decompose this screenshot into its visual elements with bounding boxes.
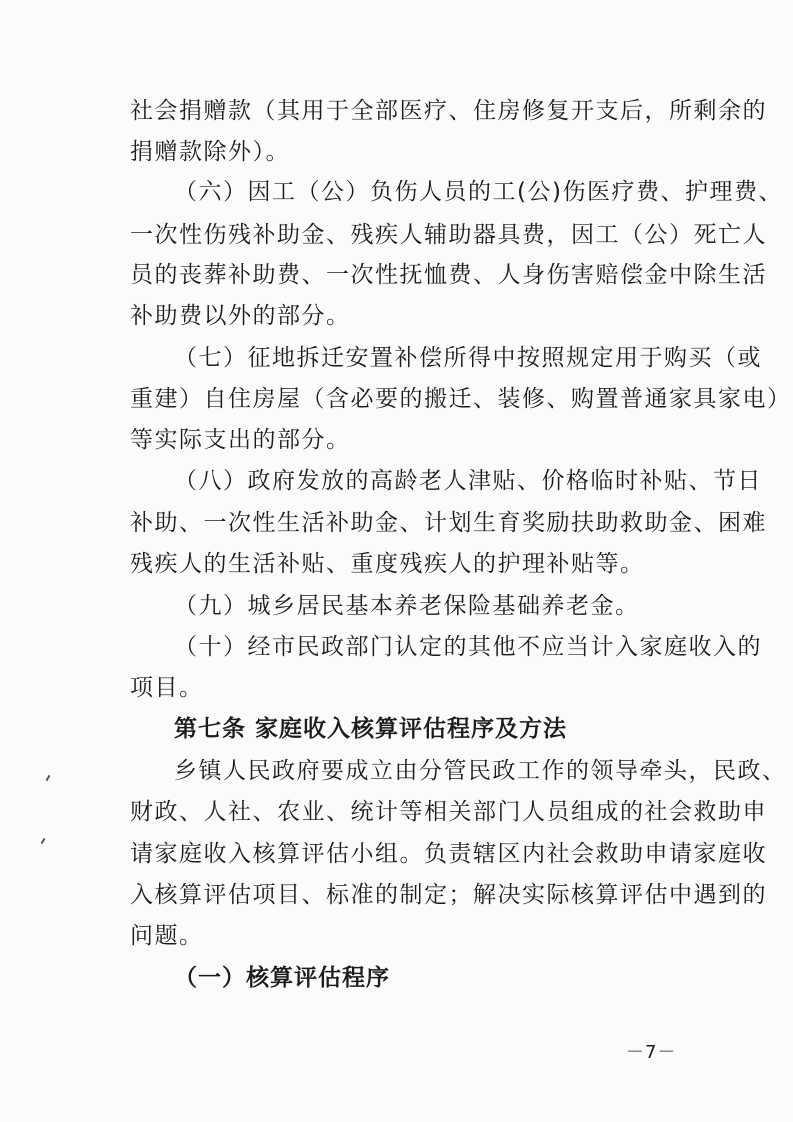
text-line: （九）城乡居民基本养老保险基础养老金。	[174, 593, 640, 619]
text-line: 捐赠款除外）。	[130, 139, 290, 165]
article-heading: 第七条 家庭收入核算评估程序及方法	[174, 715, 568, 742]
text-line: 财政、人社、农业、统计等相关部门人员组成的社会救助申	[130, 799, 767, 825]
text-line: （七）征地拆迁安置补偿所得中按照规定用于购买（或	[174, 345, 762, 371]
text-line: 残疾人的生活补贴、重度残疾人的护理补贴等。	[130, 551, 645, 577]
text-line: 员的丧葬补助费、一次性抚恤费、人身伤害赔偿金中除生活	[130, 262, 767, 288]
text-line: （八）政府发放的高龄老人津贴、价格临时补贴、节日	[174, 468, 762, 494]
text-line: 乡镇人民政府要成立由分管民政工作的领导牵头，民政、	[174, 758, 787, 784]
text-line: 请家庭收入核算评估小组。负责辖区内社会救助申请家庭收	[130, 841, 767, 867]
text-line: 等实际支出的部分。	[130, 427, 351, 453]
text-line: 项目。	[130, 675, 204, 701]
text-line: 问题。	[130, 923, 204, 949]
text-line: 补助费以外的部分。	[130, 303, 351, 329]
text-line: 一次性伤残补助金、残疾人辅助器具费，因工（公）死亡人	[130, 222, 767, 248]
text-line: （十）经市民政部门认定的其他不应当计入家庭收入的	[174, 634, 762, 660]
text-line: 入核算评估项目、标准的制定；解决实际核算评估中遇到的	[130, 882, 767, 908]
page-number: －7－	[626, 1042, 677, 1063]
text-line: 重建）自住房屋（含必要的搬迁、装修、购置普通家具家电）	[130, 386, 792, 412]
scan-speck	[46, 775, 51, 781]
section-heading: （一）核算评估程序	[174, 964, 390, 991]
text-line: 补助、一次性生活补助金、计划生育奖励扶助救助金、困难	[130, 510, 767, 536]
text-line: （六）因工（公）负伤人员的工(公)伤医疗费、护理费、	[174, 179, 783, 205]
text-line: 社会捐赠款（其用于全部医疗、住房修复开支后，所剩余的	[130, 98, 767, 124]
scan-speck	[41, 838, 46, 844]
